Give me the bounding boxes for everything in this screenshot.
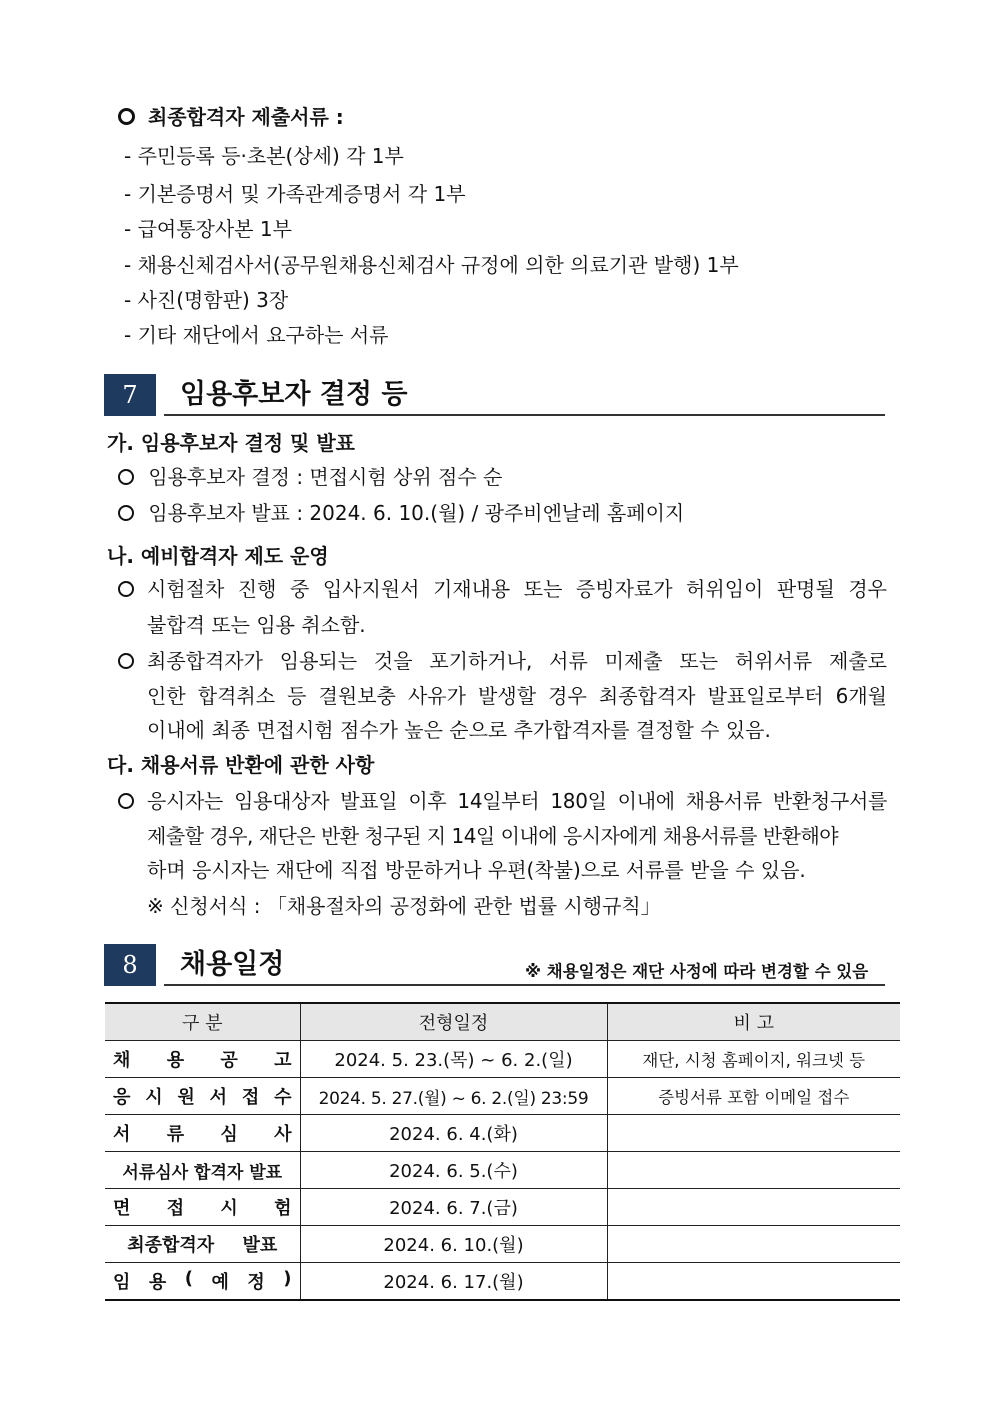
label-char: 원 xyxy=(177,1087,195,1108)
subsection-ga-heading: 가. 임용후보자 결정 및 발표 xyxy=(107,431,355,455)
section-8-note: ※ 채용일정은 재단 사정에 따라 변경할 수 있음 xyxy=(525,962,869,981)
ga-item-2 xyxy=(118,500,684,526)
label-word: 최종합격자 xyxy=(127,1235,215,1256)
label-char: 시 xyxy=(145,1087,163,1108)
label-char: 험 xyxy=(274,1198,292,1219)
label-char: 정 xyxy=(247,1272,265,1293)
na-item-1-line1: 시험절차 진행 중 입사지원서 기재내용 또는 증빙자료가 허위임이 판명될 경우 xyxy=(147,577,887,601)
da-item-1-line3: 하며 응시자는 재단에 직접 방문하거나 우편(착불)으로 서류를 받을 수 있음. xyxy=(147,858,806,882)
circle-bullet-icon xyxy=(118,793,134,809)
spaced-label xyxy=(105,1231,300,1257)
label-char: 공 xyxy=(220,1050,238,1071)
spaced-label xyxy=(105,1083,300,1109)
circle-bullet-icon xyxy=(118,469,134,485)
row-note xyxy=(607,1263,900,1301)
table-row xyxy=(105,1263,900,1301)
na-item-2-bullet xyxy=(118,648,134,674)
row-note xyxy=(607,1226,900,1263)
label-char: 시 xyxy=(220,1198,238,1219)
table-row xyxy=(105,1041,900,1078)
table-header-cell: 전형일정 xyxy=(300,1003,607,1041)
na-item-1-bullet xyxy=(118,576,134,602)
label-char: 채 xyxy=(113,1050,131,1071)
label-char: 서 xyxy=(113,1124,131,1145)
label-char: 고 xyxy=(274,1050,292,1071)
table-row xyxy=(105,1189,900,1226)
ga-item-1-text: 임용후보자 결정 : 면접시험 상위 점수 순 xyxy=(148,465,503,489)
circle-bullet-icon xyxy=(118,653,134,669)
row-date: 2024. 6. 10.(월) xyxy=(300,1226,607,1263)
docs-title: 최종합격자 제출서류 : xyxy=(147,105,344,129)
label-char: 용 xyxy=(166,1050,185,1071)
table-row xyxy=(105,1226,900,1263)
label-char: ( xyxy=(184,1268,193,1289)
label-char: 접 xyxy=(241,1087,260,1108)
docs-heading xyxy=(118,104,344,130)
circle-bullet-icon xyxy=(118,581,134,597)
table-row xyxy=(105,1115,900,1152)
row-label xyxy=(105,1263,300,1301)
table-header-cell: 구 분 xyxy=(105,1003,300,1041)
label-char: 면 xyxy=(113,1198,131,1219)
da-note: ※ 신청서식 : 「채용절차의 공정화에 관한 법률 시행규칙」 xyxy=(147,894,661,918)
doc-item: - 기타 재단에서 요구하는 서류 xyxy=(124,323,389,347)
label-char: 서 xyxy=(209,1087,228,1108)
label-char: 임 xyxy=(113,1272,131,1293)
da-item-1-line2: 제출할 경우, 재단은 반환 청구된 지 14일 이내에 응시자에게 채용서류를 반환해야 xyxy=(147,824,839,848)
row-date: 2024. 6. 7.(금) xyxy=(300,1189,607,1226)
na-item-2-line2: 인한 합격취소 등 결원보충 사유가 발생할 경우 최종합격자 발표일로부터 6개월 xyxy=(147,684,887,708)
row-date: 2024. 6. 17.(월) xyxy=(300,1263,607,1301)
na-item-1-line2: 불합격 또는 임용 취소함. xyxy=(147,613,366,637)
label-char: 응 xyxy=(113,1087,131,1108)
label-char: 예 xyxy=(211,1272,229,1293)
section-8-title: 채용일정 xyxy=(180,949,285,980)
table-header-row xyxy=(105,1003,900,1041)
da-item-1-bullet xyxy=(118,788,134,814)
doc-item: - 급여통장사본 1부 xyxy=(124,217,292,241)
label-char: ) xyxy=(283,1268,292,1289)
row-date: 2024. 5. 27.(월) ~ 6. 2.(일) 23:59 xyxy=(300,1078,607,1115)
section-7-title: 임용후보자 결정 등 xyxy=(180,379,408,410)
row-label xyxy=(105,1226,300,1263)
row-note xyxy=(607,1189,900,1226)
spaced-label xyxy=(105,1046,300,1072)
spaced-label xyxy=(105,1194,300,1220)
subsection-da-heading: 다. 채용서류 반환에 관한 사항 xyxy=(107,753,375,777)
row-label xyxy=(105,1041,300,1078)
doc-item: - 주민등록 등·초본(상세) 각 1부 xyxy=(124,144,404,168)
row-label xyxy=(105,1115,300,1152)
table-header-cell: 비 고 xyxy=(607,1003,900,1041)
na-item-2-line1: 최종합격자가 임용되는 것을 포기하거나, 서류 미제출 또는 허위서류 제출로 xyxy=(147,649,887,673)
doc-item: - 기본증명서 및 가족관계증명서 각 1부 xyxy=(124,182,466,206)
table-row xyxy=(105,1152,900,1189)
label-char: 용 xyxy=(148,1272,167,1293)
row-date: 2024. 5. 23.(목) ~ 6. 2.(일) xyxy=(300,1041,607,1078)
spaced-label xyxy=(105,1268,300,1294)
ga-item-1 xyxy=(118,464,502,490)
row-note: 재단, 시청 홈페이지, 워크넷 등 xyxy=(607,1041,900,1078)
spaced-label xyxy=(105,1120,300,1146)
section-7-rule xyxy=(164,414,885,416)
label-char: 사 xyxy=(274,1124,292,1145)
doc-item: - 사진(명함판) 3장 xyxy=(124,288,289,312)
table-row xyxy=(105,1078,900,1115)
row-note: 증빙서류 포함 이메일 접수 xyxy=(607,1078,900,1115)
label-char: 류 xyxy=(166,1124,185,1145)
row-label: 서류심사 합격자 발표 xyxy=(105,1152,300,1189)
subsection-na-heading: 나. 예비합격자 제도 운영 xyxy=(107,544,329,568)
section-8-rule xyxy=(164,984,885,986)
label-word: 발표 xyxy=(242,1235,278,1256)
circle-bullet-icon xyxy=(118,108,135,125)
section-8-number: 8 xyxy=(104,944,156,986)
section-7-number: 7 xyxy=(104,374,156,416)
doc-item: - 채용신체검사서(공무원채용신체검사 규정에 의한 의료기관 발행) 1부 xyxy=(124,253,739,277)
da-item-1-line1: 응시자는 임용대상자 발표일 이후 14일부터 180일 이내에 채용서류 반환청구서를 xyxy=(147,789,887,813)
label-char: 심 xyxy=(220,1124,238,1145)
row-date: 2024. 6. 4.(화) xyxy=(300,1115,607,1152)
row-label xyxy=(105,1189,300,1226)
row-note xyxy=(607,1152,900,1189)
row-label xyxy=(105,1078,300,1115)
circle-bullet-icon xyxy=(118,505,134,521)
na-item-2-line3: 이내에 최종 면접시험 점수가 높은 순으로 추가합격자를 결정할 수 있음. xyxy=(147,718,771,742)
schedule-table xyxy=(105,1002,900,1301)
label-char: 수 xyxy=(274,1087,292,1108)
label-char: 접 xyxy=(166,1198,185,1219)
row-date: 2024. 6. 5.(수) xyxy=(300,1152,607,1189)
ga-item-2-text: 임용후보자 발표 : 2024. 6. 10.(월) / 광주비엔날레 홈페이지 xyxy=(148,501,685,525)
row-note xyxy=(607,1115,900,1152)
